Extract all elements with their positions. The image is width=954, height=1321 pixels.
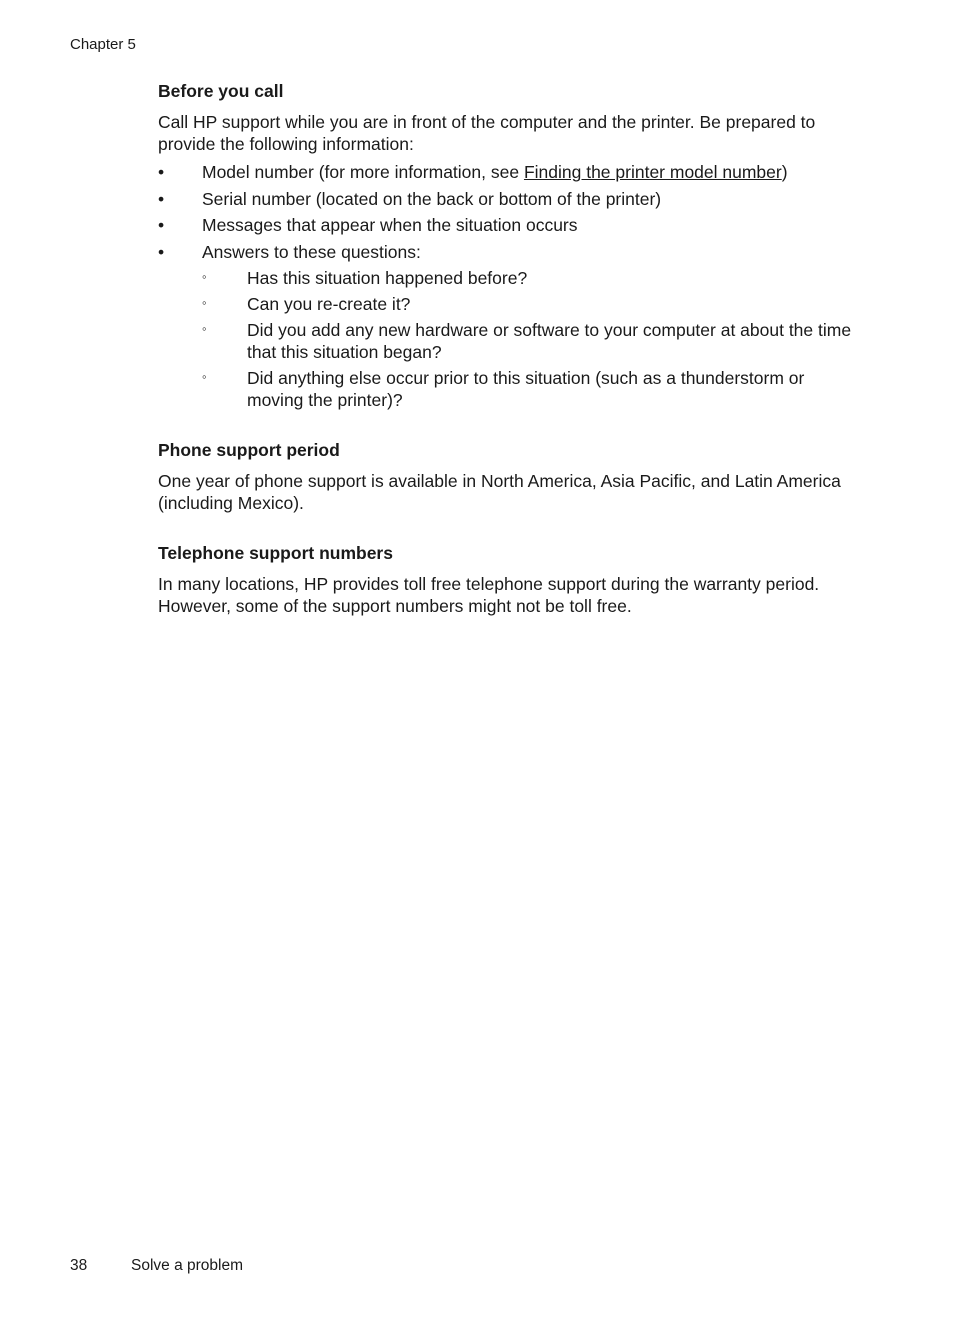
- bullet-icon: •: [158, 188, 165, 209]
- model-suffix: ): [781, 162, 788, 182]
- sub-bullet-icon: ◦: [202, 268, 207, 284]
- model-prefix: Model number (for more information, see: [202, 162, 524, 182]
- section-heading: Phone support period: [158, 439, 340, 460]
- bullet-icon: •: [158, 241, 165, 262]
- bullet-icon: •: [158, 162, 165, 182]
- question-text: Can you re-create it?: [247, 293, 411, 314]
- section-body: One year of phone support is available in North America, Asia Pacific, and Latin America (including Mexico).: [158, 470, 841, 513]
- question-text: Did anything else occur prior to this situation (such as a thunderstorm or moving the printer)?: [247, 367, 805, 410]
- list-item-text: Messages that appear when the situation occurs: [202, 215, 578, 235]
- sub-bullet-icon: ◦: [202, 320, 207, 336]
- list-item-messages: [158, 214, 858, 236]
- question-item: [202, 367, 858, 411]
- info-list: [158, 161, 858, 411]
- question-item: [202, 267, 858, 289]
- list-item-text: Answers to these questions:: [202, 241, 421, 262]
- list-item-answers: [158, 241, 858, 411]
- section-body: In many locations, HP provides toll free telephone support during the warranty period. However, some of the support numbers might not be toll free.: [158, 573, 820, 616]
- page-number: 38: [70, 1257, 88, 1274]
- bullet-icon: •: [158, 215, 165, 235]
- list-item-serial: [158, 188, 858, 210]
- question-text: Has this situation happened before?: [247, 267, 528, 288]
- section-intro: Call HP support while you are in front of the computer and the printer. Be prepared to provide the following information:: [158, 112, 816, 154]
- list-item-model: [158, 161, 858, 183]
- question-item: [202, 293, 858, 315]
- section-before-you-call: [158, 80, 858, 411]
- sub-bullet-icon: ◦: [202, 368, 207, 384]
- question-item: [202, 319, 858, 363]
- questions-list: [202, 267, 858, 411]
- question-text: Did you add any new hardware or software to your computer at about the time that this situation began?: [247, 319, 852, 362]
- list-item-text: Serial number (located on the back or bottom of the printer): [202, 188, 662, 209]
- page-content: [158, 80, 858, 617]
- chapter-label: Chapter 5: [70, 36, 136, 53]
- section-telephone-support-numbers: [158, 542, 858, 617]
- footer-title: Solve a problem: [131, 1257, 244, 1274]
- section-heading: Telephone support numbers: [158, 542, 393, 563]
- model-number-link[interactable]: Finding the printer model number: [523, 162, 782, 182]
- section-heading: Before you call: [158, 81, 284, 101]
- sub-bullet-icon: ◦: [202, 294, 207, 310]
- section-phone-support-period: [158, 439, 858, 514]
